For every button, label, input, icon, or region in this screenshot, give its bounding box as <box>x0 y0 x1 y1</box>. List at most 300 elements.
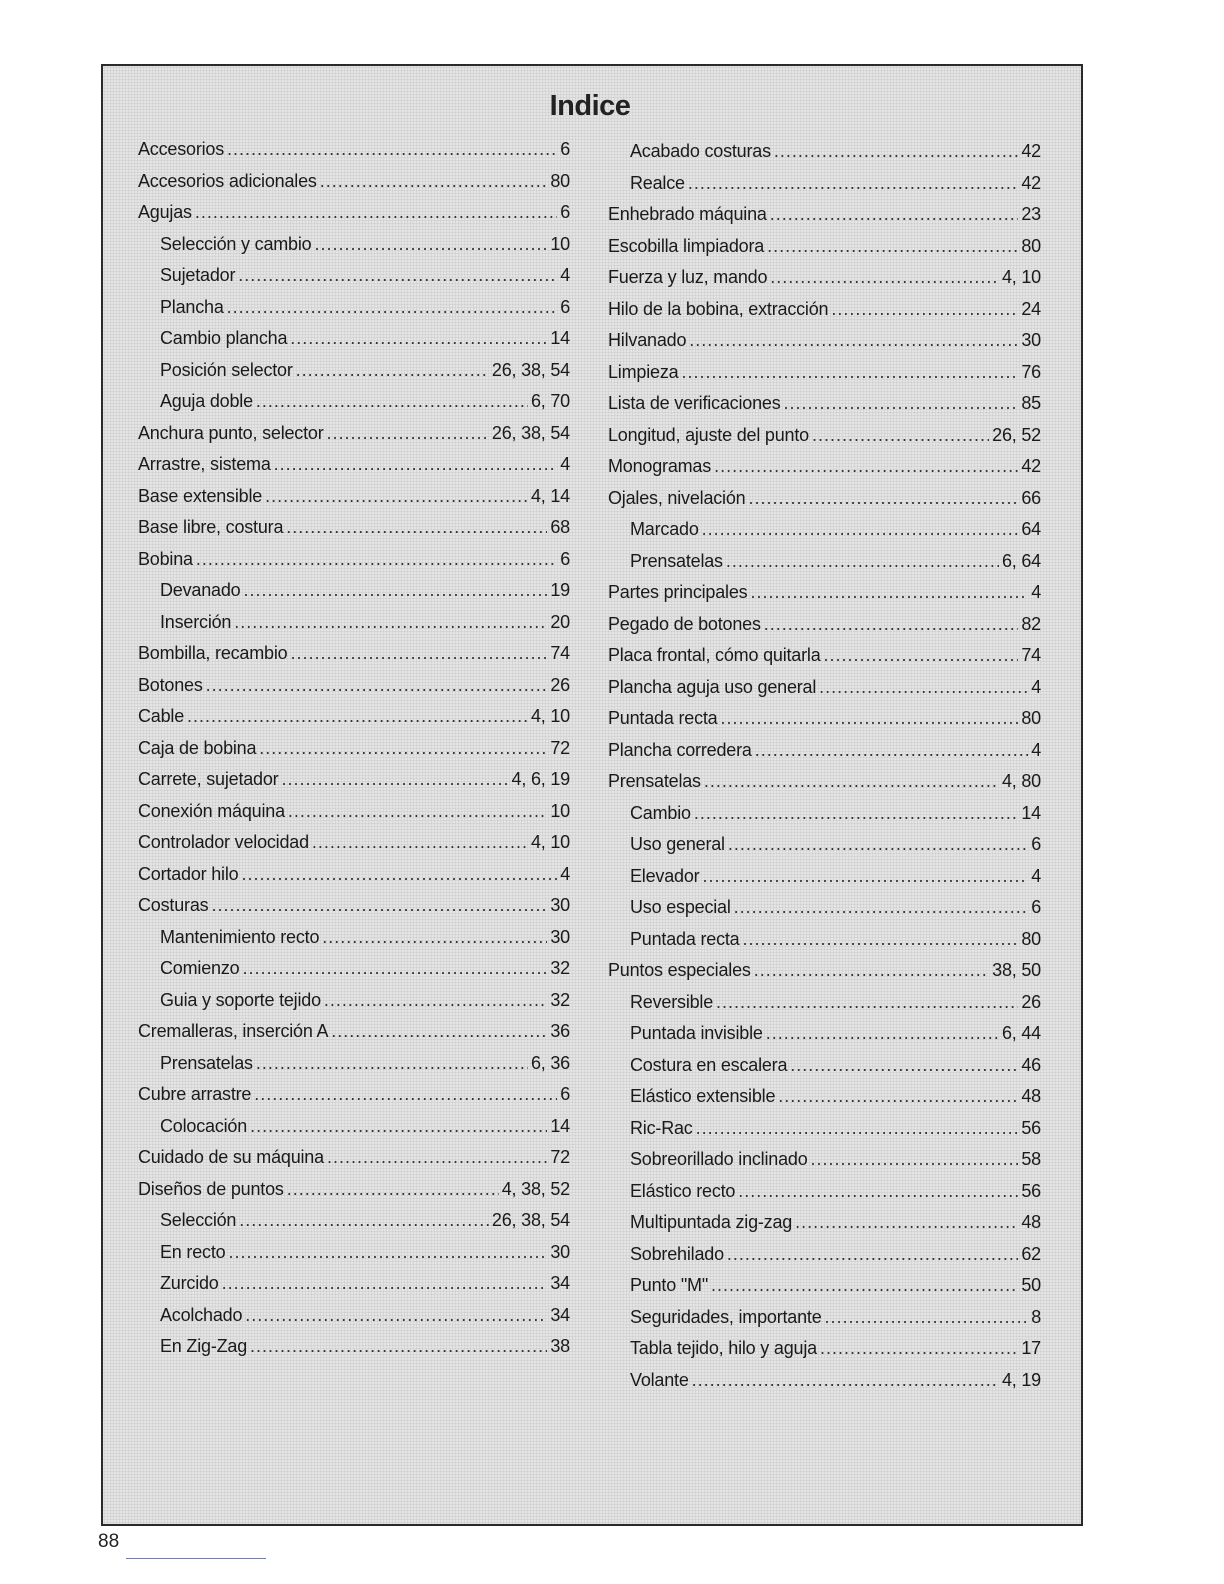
index-entry <box>608 897 1041 929</box>
dot-leader <box>290 643 547 664</box>
index-pages: 48 <box>1021 1212 1041 1232</box>
index-term: Puntada invisible <box>630 1023 763 1043</box>
index-entry <box>608 393 1041 425</box>
index-pages: 20 <box>550 611 570 632</box>
index-pages: 8 <box>1031 1306 1041 1327</box>
index-entry <box>138 328 570 360</box>
dot-leader <box>211 895 547 916</box>
dot-leader <box>241 864 557 885</box>
index-entry <box>138 706 570 738</box>
index-term: Zurcido <box>160 1273 219 1293</box>
index-pages: 38 <box>550 1336 570 1356</box>
index-term: Escobilla limpiadora <box>608 235 765 256</box>
index-pages: 6 <box>560 139 570 159</box>
index-pages: 34 <box>550 1304 570 1325</box>
dot-leader <box>274 454 558 475</box>
index-entry <box>608 236 1041 268</box>
index-entry <box>608 1338 1041 1370</box>
dot-leader <box>327 423 489 444</box>
index-pages: 34 <box>550 1273 570 1293</box>
index-pages: 82 <box>1021 613 1041 634</box>
index-entry <box>608 1023 1041 1055</box>
index-entry <box>608 1307 1041 1339</box>
index-entry <box>608 1181 1041 1213</box>
index-pages: 80 <box>1021 708 1041 728</box>
index-entry <box>138 990 570 1022</box>
index-entry <box>138 1147 570 1179</box>
index-pages: 72 <box>550 1147 570 1167</box>
index-term: Cambio plancha <box>160 328 288 348</box>
index-pages: 26, 38, 54 <box>491 359 570 380</box>
index-pages: 4 <box>1031 865 1041 886</box>
index-pages: 14 <box>1021 802 1041 823</box>
index-entry <box>608 960 1041 992</box>
dot-leader <box>290 328 547 349</box>
index-term: Comienzo <box>160 958 240 978</box>
index-entry <box>138 1242 570 1274</box>
dot-leader <box>790 1055 1018 1076</box>
index-pages: 80 <box>550 170 570 191</box>
index-entry <box>608 488 1041 520</box>
index-pages: 46 <box>1021 1054 1041 1075</box>
dot-leader <box>795 1212 1018 1233</box>
index-pages: 4, 10 <box>530 832 570 852</box>
index-term: Mantenimiento recto <box>160 926 320 947</box>
index-entry <box>608 834 1041 866</box>
dot-leader <box>243 580 547 601</box>
index-entry <box>138 1273 570 1305</box>
dot-leader <box>727 1244 1019 1265</box>
index-term: Enhebrado máquina <box>608 204 767 224</box>
index-pages: 72 <box>550 737 570 758</box>
index-term: Selección <box>160 1210 237 1230</box>
index-term: Realce <box>630 172 685 193</box>
index-entry <box>608 582 1041 614</box>
dot-leader <box>688 173 1019 194</box>
index-term: Seguridades, importante <box>630 1306 822 1327</box>
dot-leader <box>716 992 1018 1013</box>
index-pages: 6 <box>560 548 570 569</box>
index-pages: 68 <box>550 517 570 537</box>
dot-leader <box>239 1210 489 1231</box>
index-pages: 4, 19 <box>1001 1369 1041 1390</box>
index-entry <box>138 1210 570 1242</box>
index-pages: 30 <box>550 926 570 947</box>
index-entry <box>138 738 570 770</box>
index-pages: 48 <box>1021 1086 1041 1106</box>
index-term: Posición selector <box>160 359 293 380</box>
index-entry <box>608 740 1041 772</box>
index-entry <box>138 454 570 486</box>
index-term: Volante <box>630 1369 689 1390</box>
index-entry <box>138 265 570 297</box>
index-entry <box>608 173 1041 205</box>
index-entry <box>608 1212 1041 1244</box>
index-pages: 6, 70 <box>530 391 570 411</box>
index-pages: 4, 6, 19 <box>511 769 570 789</box>
index-entry <box>608 771 1041 803</box>
index-term: Selección y cambio <box>160 233 312 254</box>
dot-leader <box>331 1021 547 1042</box>
dot-leader <box>242 958 547 979</box>
index-pages: 50 <box>1021 1275 1041 1295</box>
dot-leader <box>778 1086 1018 1107</box>
dot-leader <box>227 297 558 318</box>
dot-leader <box>256 1053 528 1074</box>
index-term: Plancha corredera <box>608 739 752 760</box>
index-pages: 6 <box>560 202 570 222</box>
index-term: Placa frontal, cómo quitarla <box>608 645 821 665</box>
index-pages: 42 <box>1021 172 1041 193</box>
index-term: Ojales, nivelación <box>608 487 746 508</box>
index-entry <box>608 645 1041 677</box>
index-column-left <box>138 139 570 1368</box>
index-pages: 32 <box>550 958 570 978</box>
index-entry <box>608 929 1041 961</box>
dot-leader <box>774 141 1018 162</box>
dot-leader <box>286 517 547 538</box>
index-term: Controlador velocidad <box>138 832 309 852</box>
index-entry <box>608 1244 1041 1276</box>
index-pages: 56 <box>1021 1117 1041 1138</box>
index-pages: 4 <box>560 454 570 474</box>
index-term: Monogramas <box>608 456 712 476</box>
dot-leader <box>738 1181 1018 1202</box>
index-pages: 6 <box>560 296 570 317</box>
dot-leader <box>228 1242 547 1263</box>
dot-leader <box>265 486 528 507</box>
dot-leader <box>770 267 999 288</box>
index-entry <box>608 204 1041 236</box>
index-term: Cambio <box>630 802 691 823</box>
index-term: Cremalleras, inserción A <box>138 1021 329 1041</box>
index-pages: 6, 44 <box>1001 1023 1041 1043</box>
index-pages: 42 <box>1021 456 1041 476</box>
index-term: Elástico extensible <box>630 1086 776 1106</box>
index-entry <box>138 360 570 392</box>
index-term: Sobrehilado <box>630 1243 724 1264</box>
index-pages: 38, 50 <box>992 960 1041 980</box>
dot-leader <box>748 488 1018 509</box>
index-entry <box>138 927 570 959</box>
dot-leader <box>256 391 528 412</box>
index-term: Marcado <box>630 519 699 539</box>
index-entry <box>138 864 570 896</box>
index-term: Arrastre, sistema <box>138 454 271 474</box>
index-pages: 23 <box>1021 204 1041 224</box>
dot-leader <box>702 519 1019 540</box>
index-term: Inserción <box>160 611 232 632</box>
index-term: Punto "M" <box>630 1275 709 1295</box>
index-entry <box>138 202 570 234</box>
index-term: Accesorios <box>138 139 225 159</box>
dot-leader <box>764 614 1019 635</box>
index-term: Acabado costuras <box>630 141 771 161</box>
index-entry <box>138 171 570 203</box>
dot-leader <box>720 708 1018 729</box>
index-entry <box>608 1275 1041 1307</box>
index-pages: 26 <box>1021 991 1041 1012</box>
index-term: Elástico recto <box>630 1180 736 1201</box>
index-entry <box>138 297 570 329</box>
index-entry <box>138 234 570 266</box>
index-entry <box>138 958 570 990</box>
index-term: Plancha <box>160 296 224 317</box>
index-term: Elevador <box>630 865 700 886</box>
index-term: Pegado de botones <box>608 613 761 634</box>
index-term: Conexión máquina <box>138 800 285 821</box>
dot-leader <box>195 202 557 223</box>
index-pages: 66 <box>1021 487 1041 508</box>
index-pages: 4 <box>560 265 570 285</box>
index-term: Costura en escalera <box>630 1054 788 1075</box>
page-title: Indice <box>549 90 631 122</box>
index-entry <box>608 425 1041 457</box>
index-term: Prensatelas <box>608 771 701 791</box>
index-entry <box>138 391 570 423</box>
index-term: Acolchado <box>160 1304 243 1325</box>
index-entry <box>608 614 1041 646</box>
index-term: Agujas <box>138 202 192 222</box>
index-pages: 6 <box>1031 897 1041 917</box>
index-entry <box>608 299 1041 331</box>
dot-leader <box>227 139 557 160</box>
index-entry <box>138 580 570 612</box>
index-pages: 74 <box>1021 645 1041 665</box>
index-pages: 58 <box>1021 1149 1041 1169</box>
index-term: Cuidado de su máquina <box>138 1147 324 1167</box>
index-term: En recto <box>160 1241 226 1262</box>
index-pages: 4, 10 <box>530 706 570 726</box>
index-entry <box>608 1055 1041 1087</box>
index-term: Multipuntada zig-zag <box>630 1212 793 1232</box>
dot-leader <box>696 1118 1019 1139</box>
bottom-rule <box>126 1558 266 1559</box>
index-entry <box>608 1370 1041 1402</box>
index-pages: 26, 38, 54 <box>491 422 570 443</box>
index-term: Cortador hilo <box>138 863 239 884</box>
index-entry <box>608 456 1041 488</box>
index-pages: 62 <box>1021 1243 1041 1264</box>
index-term: Longitud, ajuste del punto <box>608 424 809 445</box>
index-entry <box>608 141 1041 173</box>
dot-leader <box>726 551 999 572</box>
index-term: Base libre, costura <box>138 517 284 537</box>
dot-leader <box>250 1336 547 1357</box>
index-term: Sujetador <box>160 265 236 285</box>
index-entry <box>138 517 570 549</box>
dot-leader <box>750 582 1028 603</box>
index-entry <box>138 895 570 927</box>
index-term: Hilo de la bobina, extracción <box>608 298 829 319</box>
index-pages: 30 <box>550 1241 570 1262</box>
index-entry <box>608 708 1041 740</box>
index-pages: 26, 52 <box>992 424 1041 445</box>
index-pages: 64 <box>1021 519 1041 539</box>
page-number: 88 <box>98 1531 120 1552</box>
dot-leader <box>702 866 1028 887</box>
dot-leader <box>755 740 1029 761</box>
index-pages: 6 <box>1031 834 1041 854</box>
index-term: Hilvanado <box>608 330 687 350</box>
dot-leader <box>694 803 1019 824</box>
index-entry <box>608 330 1041 362</box>
index-term: Costuras <box>138 895 209 915</box>
index-entry <box>138 139 570 171</box>
dot-leader <box>238 265 557 286</box>
index-term: Carrete, sujetador <box>138 769 279 789</box>
index-pages: 30 <box>550 895 570 915</box>
index-term: Cubre arrastre <box>138 1084 252 1104</box>
index-term: Bobina <box>138 548 193 569</box>
index-term: Botones <box>138 674 203 695</box>
dot-leader <box>245 1305 547 1326</box>
dot-leader <box>250 1116 547 1137</box>
index-pages: 74 <box>550 643 570 663</box>
dot-leader <box>187 706 528 727</box>
index-pages: 10 <box>550 233 570 254</box>
index-term: Devanado <box>160 580 241 600</box>
dot-leader <box>314 234 547 255</box>
index-entry <box>608 803 1041 835</box>
dot-leader <box>288 801 547 822</box>
dot-leader <box>312 832 528 853</box>
index-pages: 4, 80 <box>1001 771 1041 791</box>
index-pages: 19 <box>550 580 570 600</box>
index-term: Partes principales <box>608 582 748 602</box>
index-term: Base extensible <box>138 485 263 506</box>
dot-leader <box>784 393 1019 414</box>
dot-leader <box>281 769 508 790</box>
index-entry <box>138 549 570 581</box>
index-term: Fuerza y luz, mando <box>608 267 768 287</box>
index-term: Accesorios adicionales <box>138 170 317 191</box>
index-term: Prensatelas <box>630 550 723 571</box>
index-pages: 36 <box>550 1021 570 1041</box>
index-term: Caja de bobina <box>138 737 257 758</box>
index-term: Reversible <box>630 991 714 1012</box>
index-entry <box>138 1116 570 1148</box>
index-entry <box>608 551 1041 583</box>
index-entry <box>608 362 1041 394</box>
index-pages: 32 <box>550 989 570 1010</box>
index-entry <box>138 1336 570 1368</box>
index-pages: 76 <box>1021 361 1041 382</box>
index-pages: 56 <box>1021 1180 1041 1201</box>
index-pages: 26 <box>550 674 570 695</box>
index-pages: 6 <box>560 1084 570 1104</box>
index-entry <box>608 1118 1041 1150</box>
index-entry <box>138 423 570 455</box>
index-term: Anchura punto, selector <box>138 422 324 443</box>
index-term: En Zig-Zag <box>160 1336 248 1356</box>
dot-leader <box>254 1084 557 1105</box>
index-term: Plancha aguja uso general <box>608 676 817 697</box>
dot-leader <box>811 1149 1019 1170</box>
index-pages: 26, 38, 54 <box>491 1210 570 1230</box>
dot-leader <box>206 675 548 696</box>
dot-leader <box>704 771 999 792</box>
index-entry <box>138 801 570 833</box>
dot-leader <box>322 927 547 948</box>
index-entry <box>608 1149 1041 1181</box>
index-pages: 14 <box>550 328 570 348</box>
dot-leader <box>824 645 1019 666</box>
index-pages: 4 <box>1031 582 1041 602</box>
dot-leader <box>714 456 1018 477</box>
index-pages: 4, 14 <box>530 485 570 506</box>
index-pages: 17 <box>1021 1338 1041 1358</box>
dot-leader <box>692 1370 999 1391</box>
dot-leader <box>742 929 1018 950</box>
dot-leader <box>734 897 1029 918</box>
dot-leader <box>681 362 1018 383</box>
index-pages: 4 <box>1031 676 1041 697</box>
dot-leader <box>296 360 489 381</box>
index-term: Prensatelas <box>160 1052 253 1073</box>
index-entry <box>138 769 570 801</box>
dot-leader <box>327 1147 547 1168</box>
dot-leader <box>831 299 1018 320</box>
index-entry <box>608 267 1041 299</box>
dot-leader <box>728 834 1028 855</box>
index-entry <box>138 832 570 864</box>
dot-leader <box>196 549 557 570</box>
index-term: Diseños de puntos <box>138 1178 284 1199</box>
dot-leader <box>320 171 548 192</box>
index-entry <box>138 1021 570 1053</box>
index-entry <box>138 643 570 675</box>
index-pages: 42 <box>1021 141 1041 161</box>
dot-leader <box>767 236 1018 257</box>
dot-leader <box>812 425 989 446</box>
index-pages: 85 <box>1021 393 1041 413</box>
dot-leader <box>766 1023 999 1044</box>
index-entry <box>138 612 570 644</box>
dot-leader <box>770 204 1019 225</box>
dot-leader <box>825 1307 1029 1328</box>
index-entry <box>138 675 570 707</box>
index-term: Lista de verificaciones <box>608 393 781 413</box>
index-term: Puntada recta <box>630 928 740 949</box>
index-term: Ric-Rac <box>630 1117 693 1138</box>
index-pages: 80 <box>1021 235 1041 256</box>
dot-leader <box>689 330 1018 351</box>
index-pages: 24 <box>1021 298 1041 319</box>
index-term: Colocación <box>160 1115 248 1136</box>
index-entry <box>138 486 570 518</box>
index-entry <box>608 866 1041 898</box>
index-term: Uso especial <box>630 897 731 917</box>
dot-leader <box>222 1273 548 1294</box>
index-term: Tabla tejido, hilo y aguja <box>630 1338 817 1358</box>
index-term: Puntada recta <box>608 708 718 728</box>
index-column-right <box>608 141 1041 1401</box>
index-term: Cable <box>138 706 185 726</box>
index-pages: 6, 36 <box>530 1052 570 1073</box>
index-term: Sobreorillado inclinado <box>630 1149 808 1169</box>
index-pages: 4, 10 <box>1001 267 1041 287</box>
dot-leader <box>259 738 547 759</box>
index-pages: 4 <box>1031 739 1041 760</box>
index-term: Limpieza <box>608 361 679 382</box>
index-entry <box>138 1053 570 1085</box>
index-term: Aguja doble <box>160 391 253 411</box>
index-entry <box>138 1305 570 1337</box>
index-entry <box>138 1084 570 1116</box>
index-pages: 10 <box>550 800 570 821</box>
index-term: Uso general <box>630 834 725 854</box>
